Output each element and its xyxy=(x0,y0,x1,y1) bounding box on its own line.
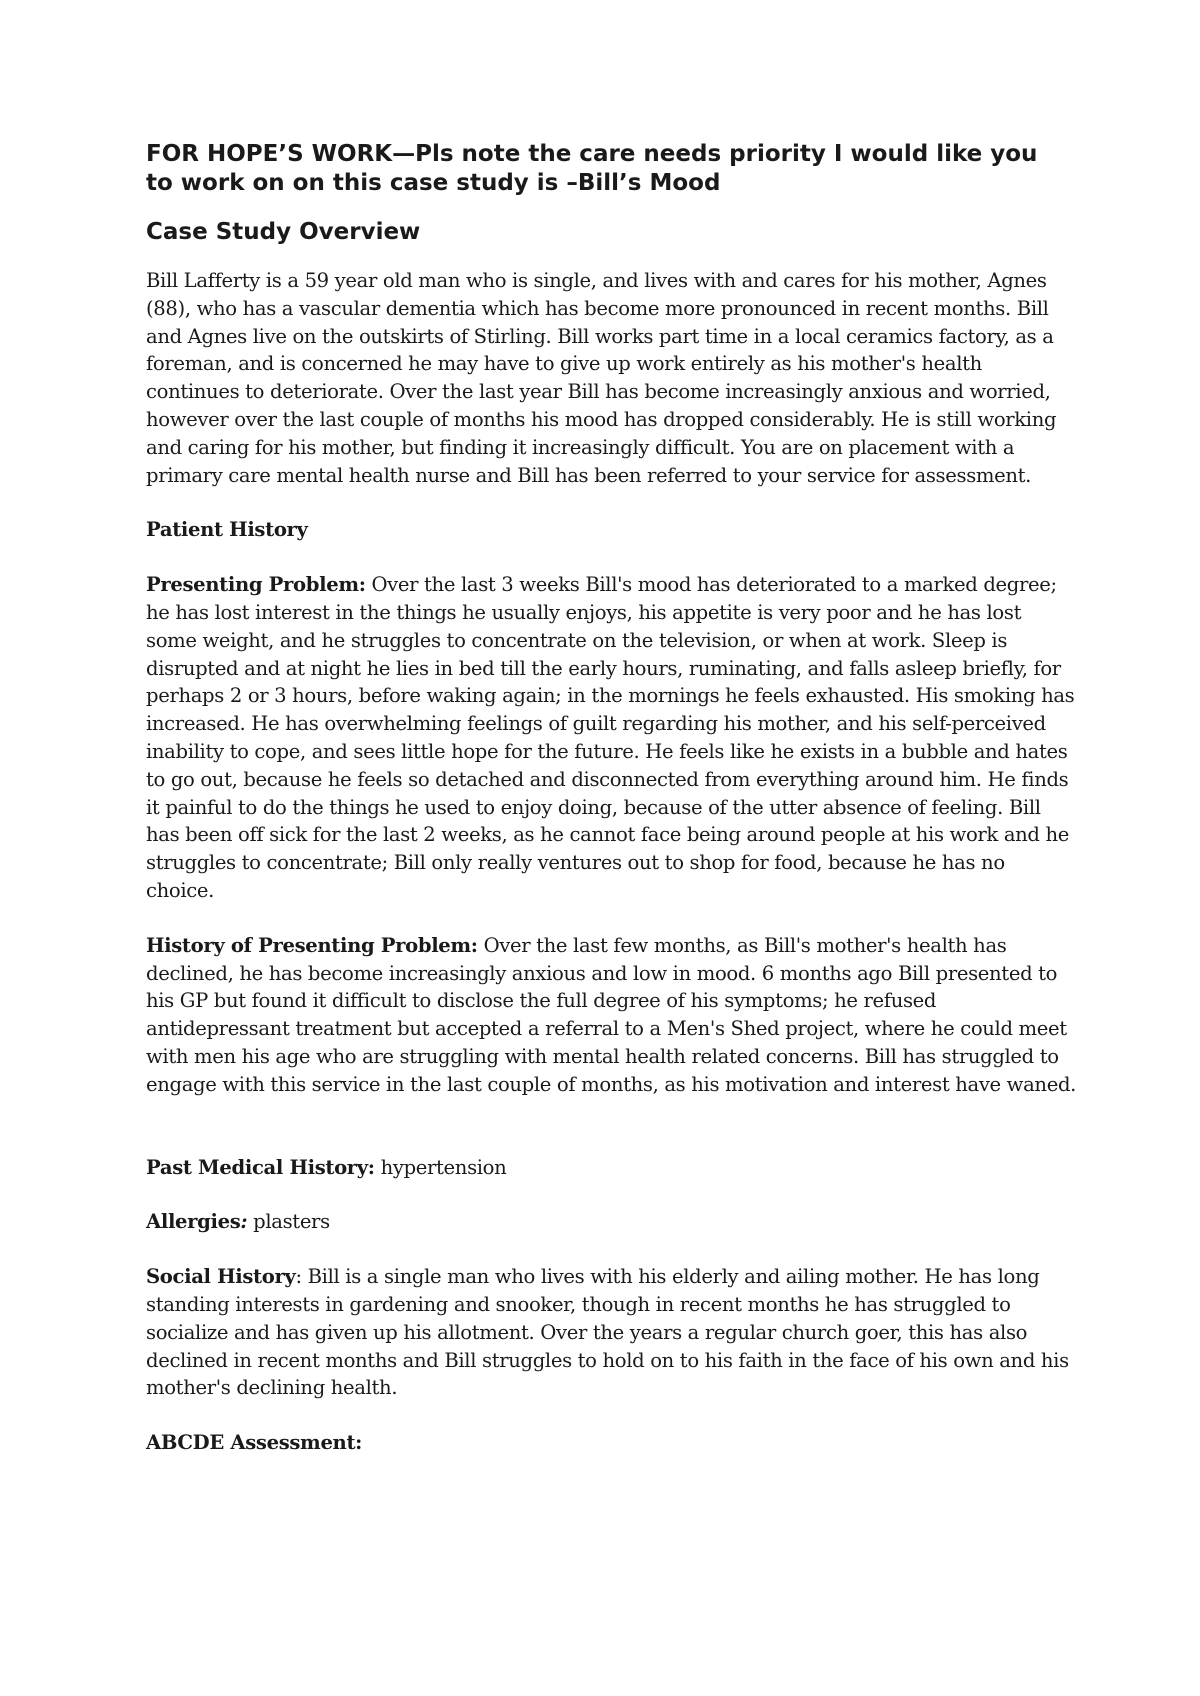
past-medical-history-label: Past Medical History: xyxy=(146,1155,375,1179)
overview-heading: Case Study Overview xyxy=(146,219,421,245)
social-history-paragraph xyxy=(146,1263,1076,1402)
history-presenting-problem-text: Over the last few months, as Bill's mother's health has declined, he has become increasingly anxious and low in mood. 6 months ago Bill presented to his GP but found it difficult to disclose the full degree of his symptoms; he refused antidepressant treatment but accepted a referral to a Men's Shed project, where he could meet with men his age who are struggling with mental health related concerns. Bill has struggled to engage with this service in the last couple of months, as his motivation and interest have waned. xyxy=(146,933,1077,1096)
social-history-text: : Bill is a single man who lives with his elderly and ailing mother. He has long standing interests in gardening and snooker, though in recent months he has struggled to socialize and has given up his allotment. Over the years a regular church goer, this has also declined in recent months and Bill struggles to hold on to his faith in the face of his own and his mother's declining health. xyxy=(146,1265,1069,1400)
allergies-text: plasters xyxy=(247,1210,330,1234)
allergies-colon: : xyxy=(240,1210,248,1234)
overview-paragraph: Bill Lafferty is a 59 year old man who is single, and lives with and cares for his mother, Agnes (88), who has a vascular dementia which has become more pronounced in recent months. Bill and Agnes live on the outskirts of Stirling. Bill works part time in a local ceramics factory, as a foreman, and is concerned he may have to give up work entirely as his mother's health continues to deteriorate. Over the last year Bill has become increasingly anxious and worried, however over the last couple of months his mood has dropped considerably. He is still working and caring for his mother, but finding it increasingly difficult. You are on placement with a primary care mental health nurse and Bill has been referred to your service for assessment. xyxy=(146,269,1057,487)
abcde-heading: ABCDE Assessment: xyxy=(146,1431,363,1455)
past-medical-history-text: hypertension xyxy=(374,1155,507,1179)
allergies-label: Allergies xyxy=(146,1210,241,1234)
social-history-label: Social History xyxy=(146,1265,296,1289)
presenting-problem-label: Presenting Problem: xyxy=(146,573,366,597)
document-title: FOR HOPE’S WORK—Pls note the care needs priority I would like you to work on on this case study is –Bill’s Mood xyxy=(146,141,1038,196)
history-presenting-problem-paragraph xyxy=(146,932,1076,1099)
blank-line xyxy=(146,1126,1076,1154)
past-medical-history-paragraph xyxy=(146,1154,1076,1182)
presenting-problem-text: Over the last 3 weeks Bill's mood has deteriorated to a marked degree; he has lost interest in the things he usually enjoys, his appetite is very poor and he has lost some weight, and he struggles to concentrate on the television, or when at work. Sleep is disrupted and at night he lies in bed till the early hours, ruminating, and falls asleep briefly, for perhaps 2 or 3 hours, before waking again; in the mornings he feels exhausted. His smoking has increased. He has overwhelming feelings of guilt regarding his mother, and his self-perceived inability to cope, and sees little hope for the future. He feels like he exists in a bubble and hates to go out, because he feels so detached and disconnected from everything around him. He finds it painful to do the things he used to enjoy doing, because of the utter absence of feeling. Bill has been off sick for the last 2 weeks, as he cannot face being around people at his work and he struggles to concentrate; Bill only really ventures out to shop for food, because he has no choice. xyxy=(146,573,1075,902)
allergies-paragraph xyxy=(146,1208,1076,1236)
patient-history-heading: Patient History xyxy=(146,518,308,542)
document-page xyxy=(146,140,1076,1484)
presenting-problem-paragraph xyxy=(146,571,1076,905)
history-presenting-problem-label: History of Presenting Problem: xyxy=(146,933,478,957)
